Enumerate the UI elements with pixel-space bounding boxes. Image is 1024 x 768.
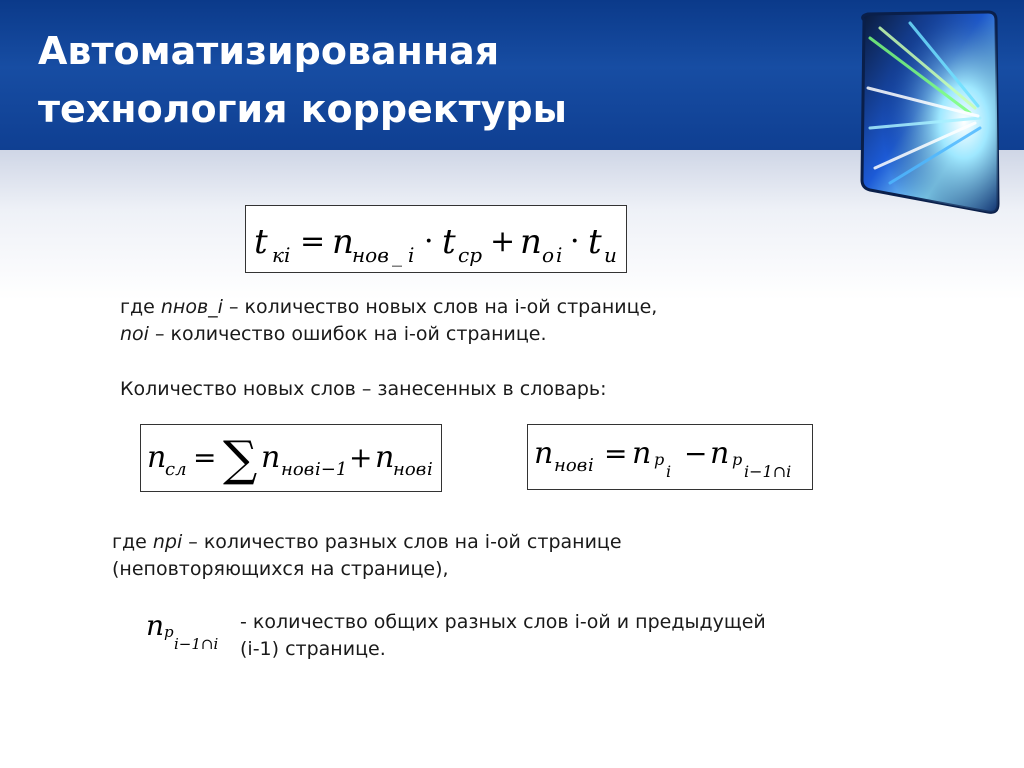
abstract-light-burst-logo-icon — [850, 8, 1000, 218]
formula-correction-time — [245, 205, 627, 273]
definition-block-1 — [120, 294, 820, 348]
def1-desc1: – количество новых слов на i-ой странице, — [228, 296, 658, 318]
formula1-t2: t — [442, 222, 456, 262]
formula1-k: к — [272, 243, 284, 267]
formula1-o: о — [542, 243, 555, 267]
formula3-im1cap: i−1∩i — [744, 462, 792, 481]
formula1-i3: i — [556, 243, 563, 267]
formula1-n2: n — [520, 222, 542, 262]
formula3-n2: n — [632, 436, 652, 471]
formula3-eq: = — [604, 437, 628, 470]
formula3-nov: нов — [554, 455, 588, 476]
slide-title-line1: Автоматизированная — [38, 29, 500, 73]
formula4-im1cap: i−1∩i — [174, 635, 219, 653]
def2-where: где — [112, 531, 147, 553]
formula3-i: i — [588, 455, 594, 476]
formula3-i2: i — [666, 462, 672, 481]
formula-new-words-diff — [527, 424, 813, 490]
formula1-i2: i — [408, 243, 415, 267]
formula4-n: n — [146, 609, 165, 642]
formula2-eq: = — [193, 441, 217, 474]
formula-common-words — [144, 607, 234, 655]
formula3-p1: p — [654, 450, 665, 469]
formula1-t: t — [254, 222, 268, 262]
formula1-eq: = — [300, 224, 326, 259]
formula2-sl: сл — [165, 459, 187, 480]
formula2-im1: i−1 — [315, 459, 348, 480]
formula2-nov2: нов — [393, 459, 427, 480]
formula3-n1: n — [534, 436, 554, 471]
formula3-minus: − — [684, 437, 708, 470]
def1-where: где — [120, 296, 155, 318]
def2-var: npi — [152, 531, 183, 553]
formula1-plus: + — [490, 224, 516, 259]
formula1-underscore: _ — [392, 243, 402, 267]
dictionary-words-text: Количество новых слов – занесенных в словарь: — [120, 378, 607, 400]
formula1-dot2: · — [570, 224, 580, 259]
formula1-i: i — [284, 243, 291, 267]
slide-title-line2: технология корректуры — [38, 87, 567, 131]
formula2-n2: n — [261, 440, 281, 475]
def3-line2: (i-1) странице. — [240, 638, 386, 660]
def1-var2: noi — [120, 323, 149, 345]
formula4-p: p — [164, 623, 174, 641]
def2-line2: (неповторяющихся на странице), — [112, 558, 449, 580]
formula3-n3: n — [710, 436, 730, 471]
def2-desc: – количество разных слов на i-ой странице — [182, 531, 622, 553]
def1-var1: nнов_i — [160, 296, 223, 318]
formula2-plus: + — [349, 441, 373, 474]
formula3-p2: p — [732, 450, 743, 469]
formula2-n1: n — [147, 440, 167, 475]
formula2-n3: n — [375, 440, 395, 475]
def3-line1: - количество общих разных слов i-ой и предыдущей — [240, 611, 766, 633]
formula1-u: и — [604, 243, 617, 267]
formula1-sr: ср — [458, 243, 483, 267]
formula-dictionary-sum — [140, 424, 442, 492]
formula1-t3: t — [588, 222, 602, 262]
formula2-nov1: нов — [281, 459, 315, 480]
formula1-n1: n — [332, 222, 354, 262]
slide-title — [38, 22, 798, 138]
formula1-nov: нов — [352, 243, 389, 267]
definition-block-3 — [240, 609, 940, 663]
def1-desc2: – количество ошибок на i-ой странице. — [148, 323, 547, 345]
formula2-i: i — [427, 459, 433, 480]
definition-block-2 — [112, 529, 812, 583]
formula2-sum: ∑ — [223, 431, 258, 487]
formula1-dot1: · — [424, 224, 434, 259]
